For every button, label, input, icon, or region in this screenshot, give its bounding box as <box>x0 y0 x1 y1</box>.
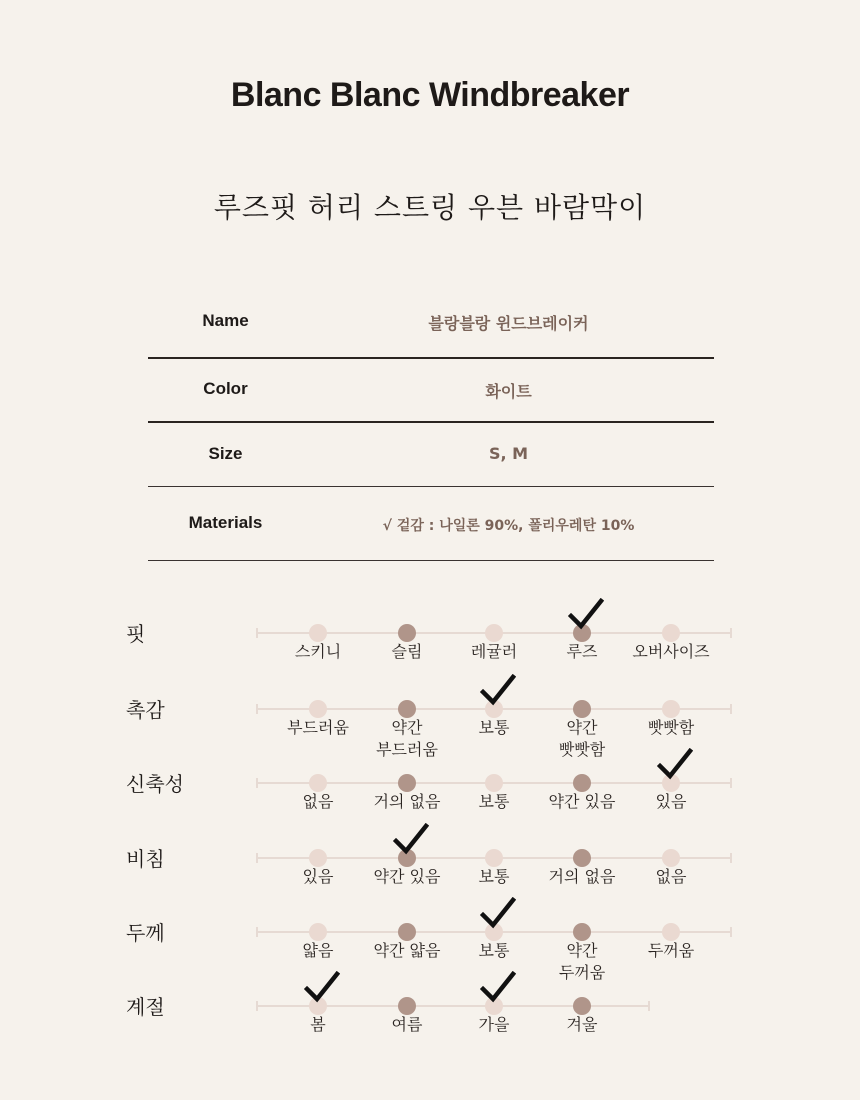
scale-dot <box>662 624 680 642</box>
attribute-label: 촉감 <box>126 698 165 722</box>
spec-row-color <box>148 359 714 423</box>
scale-dot <box>573 774 591 792</box>
scale-dot <box>309 700 327 718</box>
option-label: 없음 <box>655 867 687 886</box>
option-label: 레귤러 <box>470 642 518 661</box>
checkmark-icon <box>304 971 340 1003</box>
option-label: 거의 없음 <box>548 867 616 886</box>
scale-dot <box>662 923 680 941</box>
spec-value: S, M <box>488 444 529 463</box>
scale-dot <box>309 923 327 941</box>
option-label: 스키니 <box>294 642 342 661</box>
spec-value: 화이트 <box>485 382 532 401</box>
option-label: 가을 <box>478 1015 510 1034</box>
option-label: 여름 <box>391 1015 423 1034</box>
checkmark-icon <box>393 823 429 855</box>
option-label: 약간 있음 <box>373 867 441 886</box>
option-label: 없음 <box>302 792 334 811</box>
option-label: 보통 <box>478 941 510 960</box>
scale-dot <box>485 624 503 642</box>
option-label: 봄 <box>310 1015 326 1034</box>
product-subtitle: 루즈핏 허리 스트링 우븐 바람막이 <box>213 191 647 224</box>
checkmark-icon <box>480 897 516 929</box>
attribute-label: 핏 <box>126 622 146 646</box>
scale-dot <box>662 849 680 867</box>
option-label: 두꺼움 <box>647 941 695 960</box>
option-label: 약간 두꺼움 <box>558 941 606 982</box>
option-label: 보통 <box>478 718 510 737</box>
spec-row-materials <box>148 487 714 561</box>
checkmark-icon <box>657 748 693 780</box>
scale-dot <box>398 774 416 792</box>
scale-dot <box>573 849 591 867</box>
product-title: Blanc Blanc Windbreaker <box>230 76 630 114</box>
spec-row-name <box>148 290 714 359</box>
spec-label: Color <box>203 379 248 398</box>
option-label: 보통 <box>478 867 510 886</box>
scale-dot <box>398 923 416 941</box>
spec-value: √ 겉감 : 나일론 90%, 폴리우레탄 10% <box>382 518 635 534</box>
option-label: 얇음 <box>302 941 334 960</box>
option-label: 빳빳함 <box>647 718 695 737</box>
scale-dot <box>398 997 416 1015</box>
spec-table <box>148 290 714 561</box>
option-label: 있음 <box>302 867 334 886</box>
scale-dot <box>398 624 416 642</box>
spec-row-size <box>148 423 714 487</box>
option-label: 약간 빳빳함 <box>558 718 606 759</box>
scale-dot <box>485 774 503 792</box>
scale-dot <box>309 774 327 792</box>
option-label: 거의 없음 <box>373 792 441 811</box>
scale-dot <box>309 624 327 642</box>
checkmark-icon <box>480 971 516 1003</box>
attribute-label: 계절 <box>126 995 165 1019</box>
option-label: 보통 <box>478 792 510 811</box>
checkmark-icon <box>568 598 604 630</box>
option-label: 부드러움 <box>287 718 349 737</box>
scale-dot <box>662 700 680 718</box>
checkmark-icon <box>480 674 516 706</box>
scale-dot <box>573 923 591 941</box>
spec-label: Size <box>208 444 243 463</box>
option-label: 루즈 <box>566 642 598 661</box>
scale-dot <box>485 849 503 867</box>
option-label: 있음 <box>655 792 687 811</box>
attribute-label: 비침 <box>126 847 165 871</box>
option-label: 겨울 <box>566 1015 598 1034</box>
spec-label: Materials <box>188 513 263 532</box>
option-label: 약간 얇음 <box>373 941 441 960</box>
scale-dot <box>398 700 416 718</box>
option-label: 오버사이즈 <box>632 642 710 661</box>
scale-dot <box>309 849 327 867</box>
scale-dot <box>573 700 591 718</box>
spec-value: 블랑블랑 윈드브레이커 <box>428 314 589 333</box>
attribute-label: 두께 <box>126 921 165 945</box>
attribute-label: 신축성 <box>126 772 184 796</box>
spec-label: Name <box>202 311 249 330</box>
scale-dot <box>573 997 591 1015</box>
option-label: 약간 부드러움 <box>376 718 438 759</box>
option-label: 약간 있음 <box>548 792 616 811</box>
option-label: 슬림 <box>391 642 423 661</box>
